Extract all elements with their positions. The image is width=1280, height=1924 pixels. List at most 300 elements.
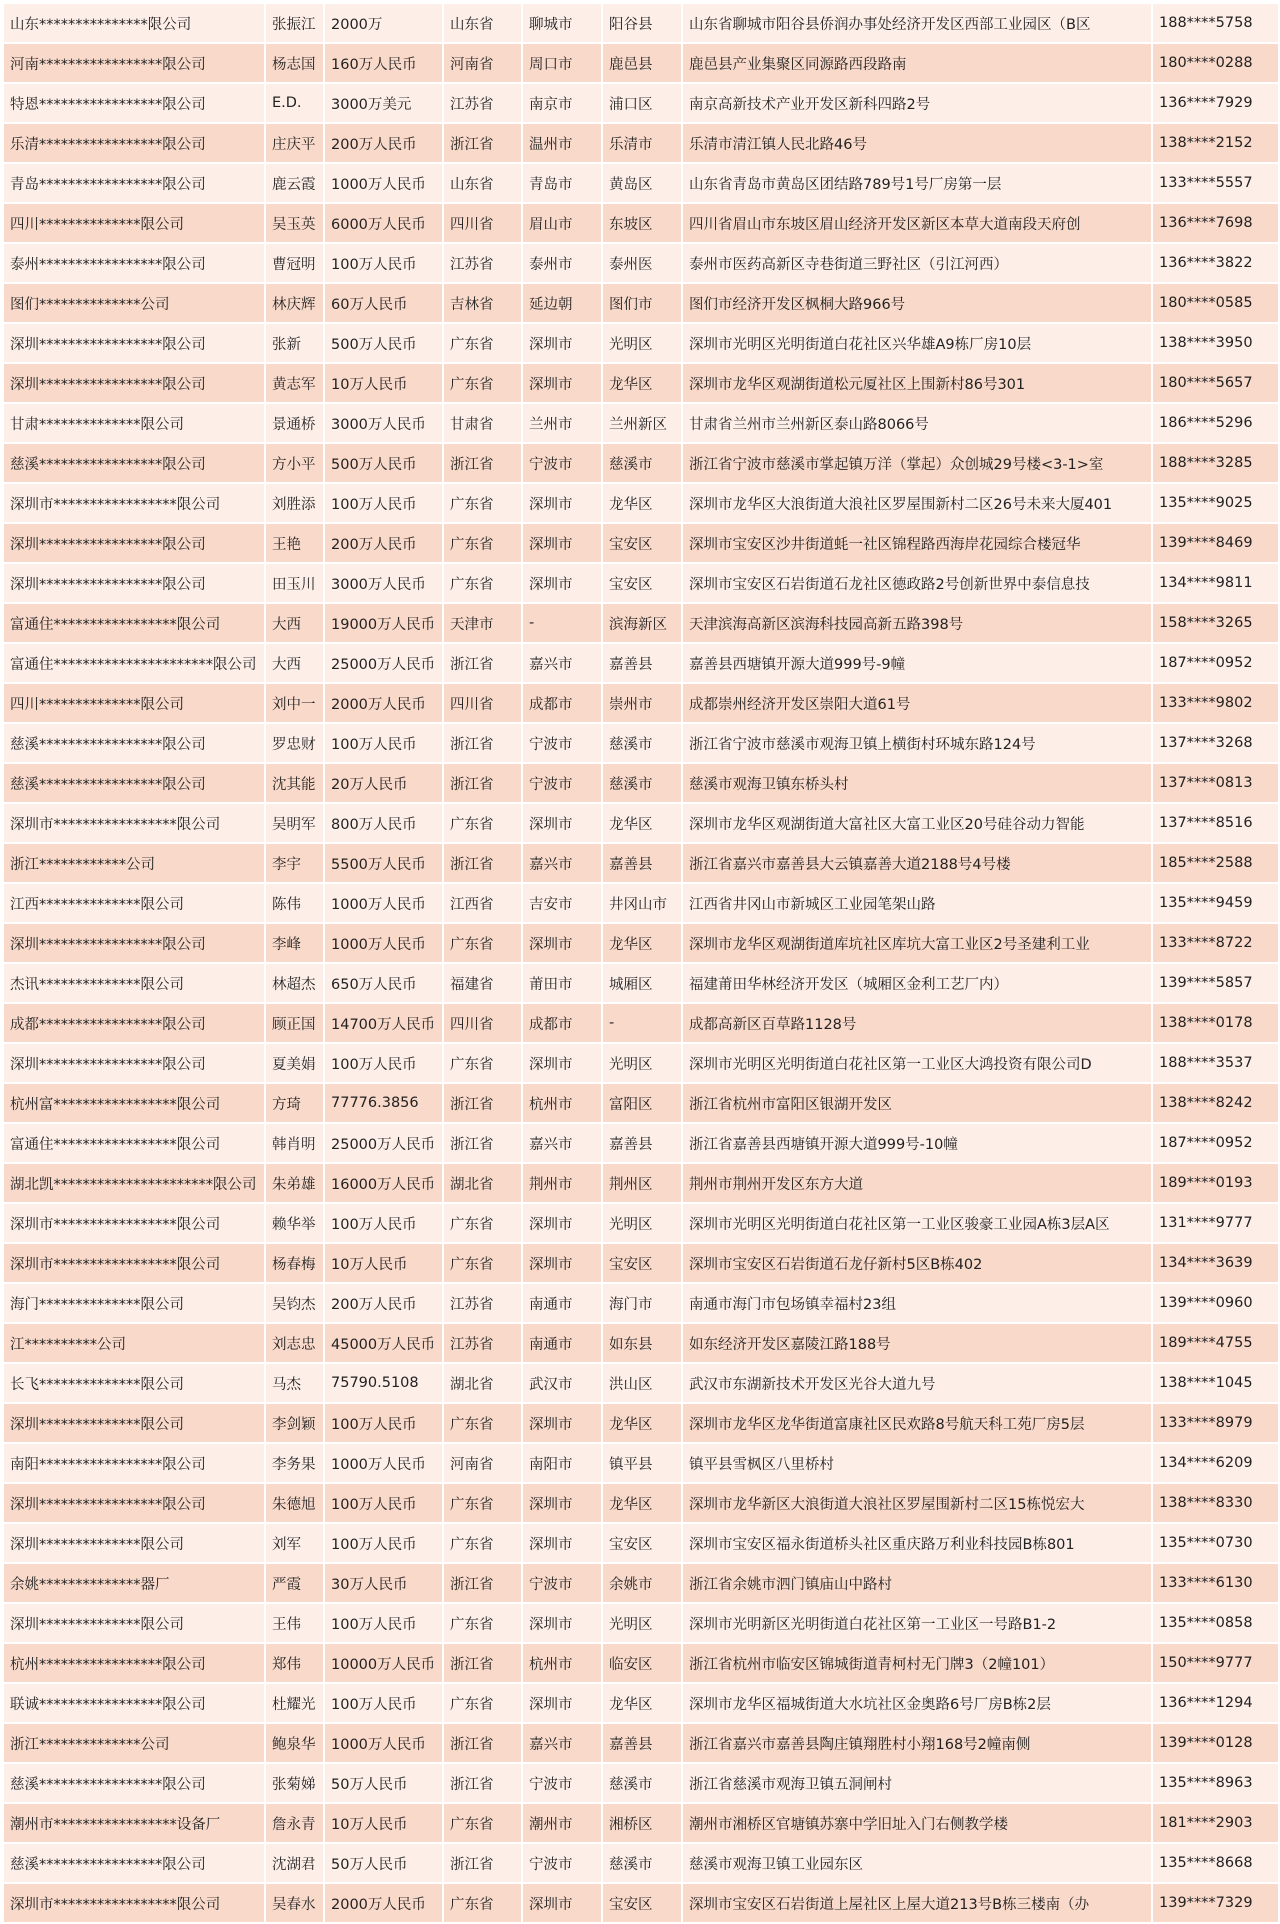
cell-capital: 10万人民币	[324, 1803, 443, 1843]
cell-company: 湖北凯**********************限公司	[3, 1163, 265, 1203]
cell-phone: 133****8979	[1152, 1403, 1279, 1443]
cell-company: 江西**************限公司	[3, 883, 265, 923]
company-table	[2, 2, 1280, 1924]
cell-city: 温州市	[522, 123, 602, 163]
cell-city: 南京市	[522, 83, 602, 123]
cell-address: 泰州市医药高新区寺巷街道三野社区（引江河西）	[682, 243, 1152, 283]
cell-district: 余姚市	[602, 1563, 682, 1603]
cell-address: 福建莆田华林经济开发区（城厢区金利工艺厂内）	[682, 963, 1152, 1003]
cell-person: 曹冠明	[265, 243, 324, 283]
table-row	[3, 683, 1279, 723]
cell-city: 宁波市	[522, 1843, 602, 1883]
cell-city: 吉安市	[522, 883, 602, 923]
cell-address: 如东经济开发区嘉陵江路188号	[682, 1323, 1152, 1363]
cell-province: 广东省	[443, 363, 522, 403]
table-row	[3, 163, 1279, 203]
cell-phone: 137****3268	[1152, 723, 1279, 763]
cell-phone: 138****3950	[1152, 323, 1279, 363]
cell-district: 图们市	[602, 283, 682, 323]
cell-city: 深圳市	[522, 1043, 602, 1083]
cell-company: 海门**************限公司	[3, 1283, 265, 1323]
cell-capital: 16000万人民币	[324, 1163, 443, 1203]
cell-company: 深圳**************限公司	[3, 1603, 265, 1643]
table-row	[3, 1123, 1279, 1163]
cell-city: 深圳市	[522, 483, 602, 523]
table-row	[3, 483, 1279, 523]
cell-phone: 181****2903	[1152, 1803, 1279, 1843]
cell-province: 四川省	[443, 683, 522, 723]
cell-city: 杭州市	[522, 1083, 602, 1123]
cell-phone: 188****5758	[1152, 3, 1279, 43]
cell-address: 图们市经济开发区枫桐大路966号	[682, 283, 1152, 323]
cell-province: 浙江省	[443, 1763, 522, 1803]
cell-province: 浙江省	[443, 123, 522, 163]
cell-company: 甘肃**************限公司	[3, 403, 265, 443]
cell-district: 崇州市	[602, 683, 682, 723]
cell-province: 四川省	[443, 1003, 522, 1043]
cell-province: 广东省	[443, 323, 522, 363]
cell-phone: 180****5657	[1152, 363, 1279, 403]
cell-address: 乐清市清江镇人民北路46号	[682, 123, 1152, 163]
cell-capital: 1000万人民币	[324, 1723, 443, 1763]
table-row	[3, 243, 1279, 283]
cell-city: 成都市	[522, 1003, 602, 1043]
cell-district: 如东县	[602, 1323, 682, 1363]
table-row	[3, 203, 1279, 243]
table-row	[3, 1523, 1279, 1563]
cell-province: 天津市	[443, 603, 522, 643]
cell-person: 李峰	[265, 923, 324, 963]
cell-province: 浙江省	[443, 643, 522, 683]
cell-phone: 133****8722	[1152, 923, 1279, 963]
cell-phone: 180****0288	[1152, 43, 1279, 83]
cell-person: 顾正国	[265, 1003, 324, 1043]
cell-phone: 133****6130	[1152, 1563, 1279, 1603]
cell-address: 浙江省杭州市临安区锦城街道青柯村无门牌3（2幢101）	[682, 1643, 1152, 1683]
cell-city: 周口市	[522, 43, 602, 83]
cell-phone: 131****9777	[1152, 1203, 1279, 1243]
table-row	[3, 1603, 1279, 1643]
cell-province: 浙江省	[443, 763, 522, 803]
cell-company: 浙江************公司	[3, 843, 265, 883]
cell-province: 广东省	[443, 1403, 522, 1443]
cell-province: 广东省	[443, 1803, 522, 1843]
cell-city: 延边朝	[522, 283, 602, 323]
cell-address: 深圳市龙华区观湖街道松元厦社区上围新村86号301	[682, 363, 1152, 403]
cell-district: -	[602, 1003, 682, 1043]
cell-address: 深圳市宝安区石岩街道上屋社区上屋大道213号B栋三楼南（办	[682, 1883, 1152, 1923]
table-row	[3, 963, 1279, 1003]
cell-phone: 138****8242	[1152, 1083, 1279, 1123]
cell-company: 特恩*****************限公司	[3, 83, 265, 123]
table-row	[3, 1883, 1279, 1923]
cell-capital: 14700万人民币	[324, 1003, 443, 1043]
cell-company: 图们**************公司	[3, 283, 265, 323]
cell-company: 杭州*****************限公司	[3, 1643, 265, 1683]
cell-capital: 1000万人民币	[324, 923, 443, 963]
cell-phone: 139****7329	[1152, 1883, 1279, 1923]
cell-person: 杨春梅	[265, 1243, 324, 1283]
cell-address: 深圳市光明新区光明街道白花社区第一工业区一号路B1-2	[682, 1603, 1152, 1643]
cell-phone: 135****9459	[1152, 883, 1279, 923]
cell-company: 四川**************限公司	[3, 683, 265, 723]
table-row	[3, 1083, 1279, 1123]
cell-phone: 139****8469	[1152, 523, 1279, 563]
cell-phone: 134****9811	[1152, 563, 1279, 603]
table-row	[3, 1803, 1279, 1843]
cell-person: 张振江	[265, 3, 324, 43]
cell-capital: 25000万人民币	[324, 1123, 443, 1163]
cell-person: 詹永青	[265, 1803, 324, 1843]
cell-person: 田玉川	[265, 563, 324, 603]
cell-phone: 135****0730	[1152, 1523, 1279, 1563]
cell-district: 嘉善县	[602, 1123, 682, 1163]
cell-phone: 158****3265	[1152, 603, 1279, 643]
cell-capital: 20万人民币	[324, 763, 443, 803]
cell-person: 沈其能	[265, 763, 324, 803]
cell-capital: 50万人民币	[324, 1843, 443, 1883]
cell-city: 深圳市	[522, 1883, 602, 1923]
table-row	[3, 763, 1279, 803]
cell-district: 龙华区	[602, 483, 682, 523]
cell-city: 深圳市	[522, 323, 602, 363]
cell-address: 慈溪市观海卫镇东桥头村	[682, 763, 1152, 803]
cell-province: 湖北省	[443, 1363, 522, 1403]
table-row	[3, 1323, 1279, 1363]
cell-address: 成都崇州经济开发区崇阳大道61号	[682, 683, 1152, 723]
cell-company: 慈溪*****************限公司	[3, 1763, 265, 1803]
table-row	[3, 43, 1279, 83]
cell-district: 荆州区	[602, 1163, 682, 1203]
table-row	[3, 523, 1279, 563]
cell-city: 青岛市	[522, 163, 602, 203]
cell-district: 龙华区	[602, 1683, 682, 1723]
cell-address: 山东省聊城市阳谷县侨润办事处经济开发区西部工业园区（B区	[682, 3, 1152, 43]
cell-province: 广东省	[443, 1683, 522, 1723]
cell-capital: 100万人民币	[324, 1683, 443, 1723]
table-row	[3, 1723, 1279, 1763]
cell-company: 深圳市*****************限公司	[3, 1203, 265, 1243]
cell-capital: 200万人民币	[324, 123, 443, 163]
cell-person: 大西	[265, 603, 324, 643]
cell-province: 河南省	[443, 43, 522, 83]
cell-capital: 100万人民币	[324, 1203, 443, 1243]
cell-capital: 100万人民币	[324, 1603, 443, 1643]
cell-city: 成都市	[522, 683, 602, 723]
cell-province: 浙江省	[443, 1843, 522, 1883]
cell-capital: 19000万人民币	[324, 603, 443, 643]
table-row	[3, 803, 1279, 843]
cell-person: 夏美娟	[265, 1043, 324, 1083]
cell-district: 嘉善县	[602, 1723, 682, 1763]
table-row	[3, 403, 1279, 443]
cell-capital: 6000万人民币	[324, 203, 443, 243]
cell-district: 东坡区	[602, 203, 682, 243]
table-row	[3, 1683, 1279, 1723]
cell-district: 光明区	[602, 323, 682, 363]
cell-province: 浙江省	[443, 1563, 522, 1603]
cell-address: 浙江省慈溪市观海卫镇五洞闸村	[682, 1763, 1152, 1803]
cell-capital: 160万人民币	[324, 43, 443, 83]
cell-capital: 100万人民币	[324, 483, 443, 523]
cell-address: 浙江省余姚市泗门镇庙山中路村	[682, 1563, 1152, 1603]
cell-district: 慈溪市	[602, 763, 682, 803]
cell-district: 泰州医	[602, 243, 682, 283]
cell-person: 陈伟	[265, 883, 324, 923]
cell-company: 深圳市*****************限公司	[3, 803, 265, 843]
cell-district: 镇平县	[602, 1443, 682, 1483]
cell-address: 深圳市龙华区福城街道大水坑社区金奥路6号厂房B栋2层	[682, 1683, 1152, 1723]
cell-city: 聊城市	[522, 3, 602, 43]
cell-phone: 134****6209	[1152, 1443, 1279, 1483]
table-row	[3, 83, 1279, 123]
cell-address: 浙江省嘉兴市嘉善县陶庄镇翔胜村小翔168号2幢南侧	[682, 1723, 1152, 1763]
cell-phone: 135****0858	[1152, 1603, 1279, 1643]
cell-person: 杜耀光	[265, 1683, 324, 1723]
cell-district: 光明区	[602, 1603, 682, 1643]
cell-address: 成都高新区百草路1128号	[682, 1003, 1152, 1043]
cell-capital: 10万人民币	[324, 1243, 443, 1283]
company-table-container	[2, 2, 1278, 1924]
cell-person: 朱德旭	[265, 1483, 324, 1523]
cell-district: 井冈山市	[602, 883, 682, 923]
cell-province: 河南省	[443, 1443, 522, 1483]
cell-phone: 139****0960	[1152, 1283, 1279, 1323]
cell-phone: 187****0952	[1152, 1123, 1279, 1163]
cell-person: 赖华举	[265, 1203, 324, 1243]
cell-province: 江苏省	[443, 1323, 522, 1363]
table-row	[3, 1403, 1279, 1443]
cell-company: 深圳**************限公司	[3, 1403, 265, 1443]
cell-district: 兰州新区	[602, 403, 682, 443]
table-row	[3, 363, 1279, 403]
cell-address: 浙江省嘉兴市嘉善县大云镇嘉善大道2188号4号楼	[682, 843, 1152, 883]
cell-capital: 100万人民币	[324, 1483, 443, 1523]
cell-city: 兰州市	[522, 403, 602, 443]
cell-province: 广东省	[443, 803, 522, 843]
cell-company: 乐清*****************限公司	[3, 123, 265, 163]
cell-province: 浙江省	[443, 843, 522, 883]
cell-phone: 138****8330	[1152, 1483, 1279, 1523]
cell-company: 深圳*****************限公司	[3, 1483, 265, 1523]
cell-phone: 134****3639	[1152, 1243, 1279, 1283]
cell-district: 龙华区	[602, 803, 682, 843]
cell-person: 黄志军	[265, 363, 324, 403]
cell-province: 广东省	[443, 1043, 522, 1083]
cell-person: 刘胜添	[265, 483, 324, 523]
cell-company: 杭州富*****************限公司	[3, 1083, 265, 1123]
cell-city: 南通市	[522, 1323, 602, 1363]
cell-company: 青岛*****************限公司	[3, 163, 265, 203]
cell-person: 林超杰	[265, 963, 324, 1003]
cell-capital: 800万人民币	[324, 803, 443, 843]
cell-district: 富阳区	[602, 1083, 682, 1123]
cell-phone: 185****2588	[1152, 843, 1279, 883]
cell-phone: 139****5857	[1152, 963, 1279, 1003]
cell-person: 王伟	[265, 1603, 324, 1643]
cell-province: 江苏省	[443, 83, 522, 123]
cell-province: 江苏省	[443, 243, 522, 283]
cell-district: 阳谷县	[602, 3, 682, 43]
cell-company: 泰州*****************限公司	[3, 243, 265, 283]
cell-address: 深圳市龙华区观湖街道大富社区大富工业区20号硅谷动力智能	[682, 803, 1152, 843]
cell-city: -	[522, 603, 602, 643]
cell-address: 鹿邑县产业集聚区同源路西段路南	[682, 43, 1152, 83]
cell-address: 慈溪市观海卫镇工业园东区	[682, 1843, 1152, 1883]
cell-company: 慈溪*****************限公司	[3, 723, 265, 763]
cell-capital: 25000万人民币	[324, 643, 443, 683]
cell-district: 嘉善县	[602, 643, 682, 683]
cell-person: 朱弟雄	[265, 1163, 324, 1203]
cell-province: 浙江省	[443, 443, 522, 483]
cell-company: 深圳*****************限公司	[3, 563, 265, 603]
cell-company: 余姚**************器厂	[3, 1563, 265, 1603]
cell-address: 深圳市龙华新区大浪街道大浪社区罗屋围新村二区15栋悦宏大	[682, 1483, 1152, 1523]
cell-capital: 60万人民币	[324, 283, 443, 323]
cell-phone: 186****5296	[1152, 403, 1279, 443]
table-row	[3, 1363, 1279, 1403]
cell-province: 广东省	[443, 1523, 522, 1563]
cell-province: 广东省	[443, 523, 522, 563]
cell-phone: 138****0178	[1152, 1003, 1279, 1043]
cell-phone: 150****9777	[1152, 1643, 1279, 1683]
cell-address: 武汉市东湖新技术开发区光谷大道九号	[682, 1363, 1152, 1403]
cell-capital: 100万人民币	[324, 243, 443, 283]
cell-district: 龙华区	[602, 1483, 682, 1523]
cell-person: 鲍泉华	[265, 1723, 324, 1763]
table-row	[3, 1563, 1279, 1603]
table-row	[3, 1203, 1279, 1243]
table-row	[3, 1643, 1279, 1683]
cell-phone: 133****9802	[1152, 683, 1279, 723]
cell-person: 刘中一	[265, 683, 324, 723]
table-row	[3, 123, 1279, 163]
table-row	[3, 603, 1279, 643]
cell-capital: 1000万人民币	[324, 1443, 443, 1483]
cell-capital: 2000万	[324, 3, 443, 43]
cell-person: 方小平	[265, 443, 324, 483]
cell-capital: 5500万人民币	[324, 843, 443, 883]
cell-person: 吴玉英	[265, 203, 324, 243]
cell-company: 富通住**********************限公司	[3, 643, 265, 683]
table-row	[3, 1243, 1279, 1283]
cell-address: 嘉善县西塘镇开源大道999号-9幢	[682, 643, 1152, 683]
cell-district: 城厢区	[602, 963, 682, 1003]
cell-person: 杨志国	[265, 43, 324, 83]
cell-province: 福建省	[443, 963, 522, 1003]
cell-company: 富通住*****************限公司	[3, 603, 265, 643]
cell-city: 宁波市	[522, 763, 602, 803]
cell-city: 深圳市	[522, 1403, 602, 1443]
cell-address: 深圳市宝安区石岩街道石龙社区德政路2号创新世界中泰信息技	[682, 563, 1152, 603]
cell-person: 张菊娣	[265, 1763, 324, 1803]
cell-capital: 3000万人民币	[324, 403, 443, 443]
cell-city: 深圳市	[522, 1483, 602, 1523]
cell-person: 方琦	[265, 1083, 324, 1123]
cell-district: 鹿邑县	[602, 43, 682, 83]
table-row	[3, 443, 1279, 483]
cell-province: 广东省	[443, 563, 522, 603]
cell-city: 莆田市	[522, 963, 602, 1003]
cell-phone: 189****4755	[1152, 1323, 1279, 1363]
cell-person: 罗忠财	[265, 723, 324, 763]
cell-province: 浙江省	[443, 1723, 522, 1763]
table-row	[3, 563, 1279, 603]
cell-district: 宝安区	[602, 1523, 682, 1563]
cell-company: 联诚*****************限公司	[3, 1683, 265, 1723]
cell-person: 李剑颖	[265, 1403, 324, 1443]
cell-district: 慈溪市	[602, 1763, 682, 1803]
company-table-body	[3, 3, 1279, 1923]
cell-capital: 3000万人民币	[324, 563, 443, 603]
table-row	[3, 1043, 1279, 1083]
cell-company: 深圳*****************限公司	[3, 523, 265, 563]
cell-district: 慈溪市	[602, 723, 682, 763]
cell-capital: 30万人民币	[324, 1563, 443, 1603]
cell-address: 江西省井冈山市新城区工业园笔架山路	[682, 883, 1152, 923]
table-row	[3, 643, 1279, 683]
cell-district: 光明区	[602, 1043, 682, 1083]
cell-capital: 75790.5108	[324, 1363, 443, 1403]
cell-company: 深圳*****************限公司	[3, 363, 265, 403]
cell-address: 潮州市湘桥区官塘镇苏寨中学旧址入门右侧教学楼	[682, 1803, 1152, 1843]
table-row	[3, 1003, 1279, 1043]
cell-province: 山东省	[443, 163, 522, 203]
cell-company: 慈溪*****************限公司	[3, 1843, 265, 1883]
cell-province: 江西省	[443, 883, 522, 923]
cell-city: 宁波市	[522, 723, 602, 763]
cell-person: 李宇	[265, 843, 324, 883]
cell-capital: 2000万人民币	[324, 1883, 443, 1923]
cell-province: 广东省	[443, 1203, 522, 1243]
table-row	[3, 323, 1279, 363]
cell-district: 临安区	[602, 1643, 682, 1683]
cell-person: 刘军	[265, 1523, 324, 1563]
cell-company: 山东***************限公司	[3, 3, 265, 43]
cell-capital: 2000万人民币	[324, 683, 443, 723]
cell-city: 深圳市	[522, 923, 602, 963]
cell-person: 庄庆平	[265, 123, 324, 163]
cell-capital: 10万人民币	[324, 363, 443, 403]
cell-company: 慈溪*****************限公司	[3, 443, 265, 483]
cell-address: 浙江省嘉善县西塘镇开源大道999号-10幢	[682, 1123, 1152, 1163]
cell-city: 荆州市	[522, 1163, 602, 1203]
cell-address: 浙江省宁波市慈溪市观海卫镇上横街村环城东路124号	[682, 723, 1152, 763]
cell-province: 浙江省	[443, 1643, 522, 1683]
cell-address: 深圳市宝安区石岩街道石龙仔新村5区B栋402	[682, 1243, 1152, 1283]
cell-address: 山东省青岛市黄岛区团结路789号1号厂房第一层	[682, 163, 1152, 203]
cell-capital: 3000万美元	[324, 83, 443, 123]
cell-city: 杭州市	[522, 1643, 602, 1683]
cell-company: 深圳市*****************限公司	[3, 1243, 265, 1283]
cell-district: 湘桥区	[602, 1803, 682, 1843]
cell-district: 慈溪市	[602, 443, 682, 483]
cell-person: 李务果	[265, 1443, 324, 1483]
cell-company: 江**********公司	[3, 1323, 265, 1363]
cell-company: 河南*****************限公司	[3, 43, 265, 83]
cell-address: 荆州市荆州开发区东方大道	[682, 1163, 1152, 1203]
cell-phone: 188****3537	[1152, 1043, 1279, 1083]
cell-city: 深圳市	[522, 1603, 602, 1643]
cell-phone: 133****5557	[1152, 163, 1279, 203]
cell-province: 浙江省	[443, 1123, 522, 1163]
cell-company: 深圳*****************限公司	[3, 323, 265, 363]
table-row	[3, 723, 1279, 763]
cell-phone: 135****8668	[1152, 1843, 1279, 1883]
cell-capital: 100万人民币	[324, 1403, 443, 1443]
cell-phone: 136****3822	[1152, 243, 1279, 283]
cell-district: 慈溪市	[602, 1843, 682, 1883]
